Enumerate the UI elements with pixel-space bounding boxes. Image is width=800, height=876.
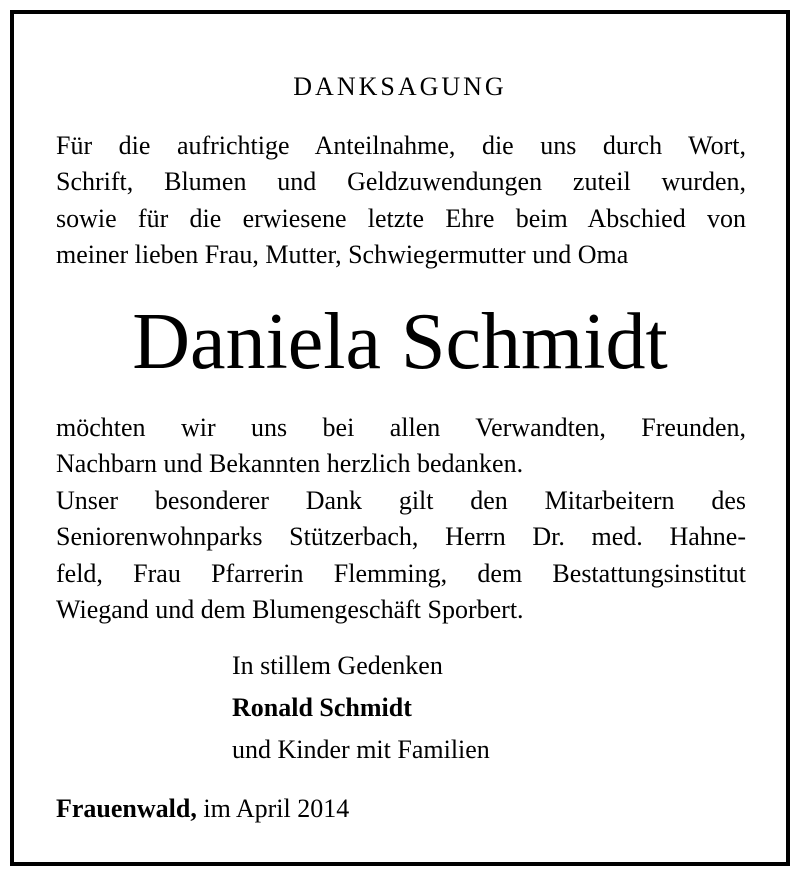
deceased-name: Daniela Schmidt [132,298,668,386]
intro-line: Für die aufrichtige Anteilnahme, die uns durch Wort, [56,131,746,160]
thanks-line: feld, Frau Pfarrerin Flemming, dem Bestattungsinstitut [56,558,746,588]
obituary-notice [10,10,790,866]
intro-line: Schrift, Blumen und Geldzuwendungen zuteil wurden, [56,167,746,197]
signature-name: Ronald Schmidt [232,693,412,722]
thanks-line: Nachbarn und Bekannten herzlich bedanken. [56,449,524,479]
thanks-line: Unser besonderer Dank gilt den Mitarbeitern des [56,485,746,515]
intro-line: meiner lieben Frau, Mutter, Schwiegermutter und Oma [56,240,629,270]
place-date-text: im April 2014 [203,794,350,823]
intro-line: sowie für die erwiesene letzte Ehre beim Abschied von [56,203,746,233]
place-date [56,790,349,828]
thanks-line: möchten wir uns bei allen Verwandten, Freunden, [56,413,746,442]
intro-paragraph [56,128,746,274]
place-town: Frauenwald, [56,794,197,823]
heading: DANKSAGUNG [293,72,507,101]
thanks-line: Seniorenwohnparks Stützerbach, Herrn Dr. med. Hahne- [56,522,746,552]
signature-closing: In stillem Gedenken [232,651,443,680]
signature-family: und Kinder mit Familien [232,735,490,764]
thanks-line: Wiegand und dem Blumengeschäft Sporbert. [56,595,524,625]
thanks-paragraph [56,410,746,628]
